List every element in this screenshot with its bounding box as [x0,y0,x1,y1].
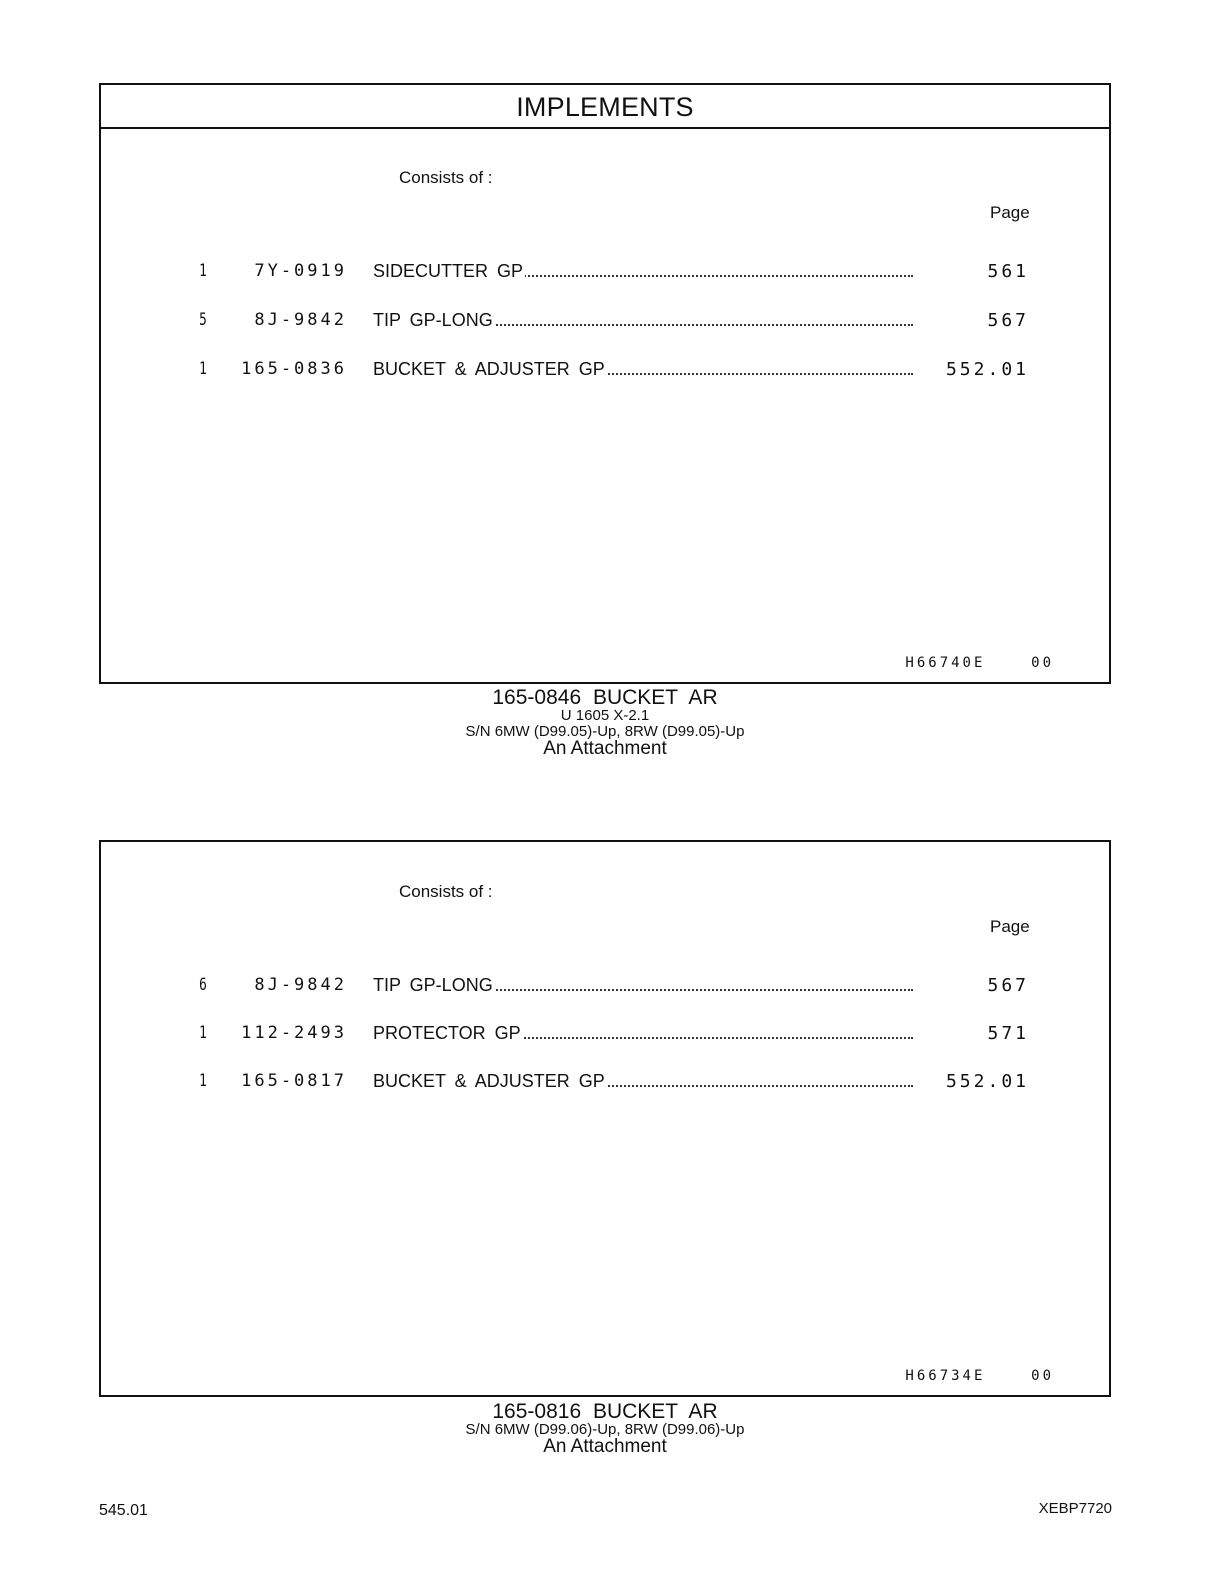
parts-row [101,975,1111,1001]
part-description-text: BUCKET & ADJUSTER GP [373,1071,605,1091]
part-description [373,1071,913,1092]
quantity: 1 [199,1023,207,1043]
part-description-text: TIP GP-LONG [373,975,493,995]
part-description [373,261,913,282]
page-reference: 561 [987,261,1029,282]
illustration-revision: 00 [1031,1368,1054,1384]
illustration-revision: 00 [1031,655,1054,671]
page-reference: 567 [987,975,1029,996]
part-description [373,310,913,331]
group-serial-info: U 1605 X-2.1 [560,707,650,724]
part-description-text: SIDECUTTER GP [373,261,524,281]
group-attachment-note: An Attachment [543,738,667,759]
page-column-header: Page [990,917,1030,936]
page-reference: 571 [987,1023,1029,1044]
group-attachment-note: An Attachment [543,1436,667,1457]
page-reference: 552.01 [945,359,1029,380]
illustration-id: H66740E [905,655,986,671]
group-name: 165-0816 BUCKET AR [492,1400,718,1423]
page-reference: 552.01 [945,1071,1029,1092]
page-number: 545.01 [99,1502,148,1519]
group-caption-1 [99,688,1111,757]
quantity: 5 [199,310,207,330]
part-number: 8J-9842 [254,975,347,995]
part-description [373,975,913,996]
quantity: 1 [199,1071,207,1091]
page-reference: 567 [987,310,1029,331]
illustration-code [905,655,1054,671]
parts-row [101,359,1111,385]
illustration-id: H66734E [905,1368,986,1384]
group-name: 165-0846 BUCKET AR [492,686,718,709]
part-description [373,359,913,380]
part-description-text: BUCKET & ADJUSTER GP [373,359,605,379]
group-serial-info: S/N 6MW (D99.05)-Up, 8RW (D99.05)-Up [465,723,745,740]
parts-row [101,261,1111,287]
quantity: 1 [199,261,207,281]
parts-row [101,310,1111,336]
document-id: XEBP7720 [1038,1500,1112,1517]
part-number: 165-0836 [241,359,347,379]
parts-row [101,1023,1111,1049]
part-number: 8J-9842 [254,310,347,330]
quantity: 1 [199,359,207,379]
part-description [373,1023,913,1044]
group-caption-2 [99,1402,1111,1455]
parts-row [101,1071,1111,1097]
parts-panel-2 [99,840,1111,1397]
section-title: IMPLEMENTS [101,85,1109,129]
parts-panel-1 [99,83,1111,684]
consists-of-label: Consists of : [399,882,493,901]
part-number: 165-0817 [241,1071,347,1091]
page-column-header: Page [990,203,1030,222]
illustration-code [905,1368,1054,1384]
part-description-text: PROTECTOR GP [373,1023,521,1043]
group-serial-info: S/N 6MW (D99.06)-Up, 8RW (D99.06)-Up [465,1421,745,1438]
part-number: 7Y-0919 [254,261,347,281]
part-number: 112-2493 [241,1023,347,1043]
quantity: 6 [199,975,207,995]
consists-of-label: Consists of : [399,168,493,187]
part-description-text: TIP GP-LONG [373,310,493,330]
